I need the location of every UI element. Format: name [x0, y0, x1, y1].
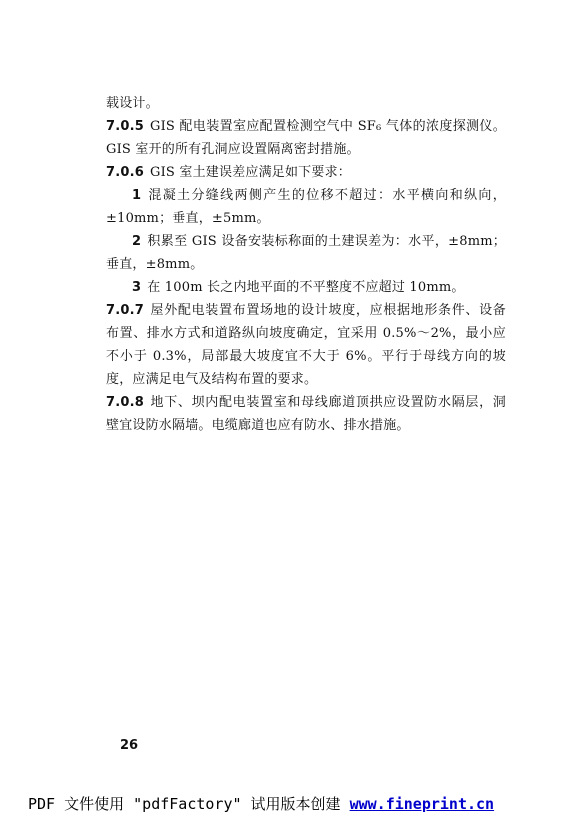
clause-number: 7.0.6	[106, 165, 145, 180]
clause-text: 屋外配电装置布置场地的设计坡度，应根据地形条件、设备布置、排水方式和道路纵向坡度确定，宜采用 0.5%～2%，最小应不小于 0.3%，局部最大坡度宜不大于 6%。平行于母线方向的坡度，应满足电气及结构布置的要求。	[106, 303, 506, 387]
clause-7-0-7	[106, 299, 506, 391]
clause-7-0-5	[106, 115, 506, 161]
intro-line: 载设计。	[106, 96, 159, 111]
pdf-footer	[28, 793, 494, 814]
item-text: 混凝土分缝线两侧产生的位移不超过：水平横向和纵向，±10mm；垂直，±5mm。	[106, 188, 506, 226]
clause-item	[106, 230, 506, 276]
clause-text: 地下、坝内配电装置室和母线廊道顶拱应设置防水隔层，洞壁宜设防水隔墙。电缆廊道也应有防水、排水措施。	[106, 395, 506, 433]
clause-item	[106, 276, 506, 299]
clause-number: 7.0.7	[106, 303, 145, 318]
item-text: 积累至 GIS 设备安装标称面的土建误差为：水平，±8mm；垂直，±8mm。	[106, 234, 506, 272]
clause-7-0-6	[106, 161, 506, 184]
clause-text: GIS 配电装置室应配置检测空气中 SF₆ 气体的浓度探测仪。GIS 室开的所有孔洞应设置隔离密封措施。	[106, 119, 506, 157]
page-number: 26	[120, 738, 139, 753]
document-body	[106, 92, 506, 437]
clause-number: 7.0.5	[106, 119, 145, 134]
clause-number: 7.0.8	[106, 395, 145, 410]
item-text: 在 100m 长之内地平面的不平整度不应超过 10mm。	[147, 280, 465, 295]
item-number: 1	[132, 188, 142, 203]
item-number: 3	[132, 280, 142, 295]
item-number: 2	[132, 234, 142, 249]
clause-text: GIS 室土建误差应满足如下要求：	[150, 165, 351, 180]
footer-link[interactable]: www.fineprint.cn	[349, 795, 495, 813]
footer-text: PDF 文件使用 "pdfFactory" 试用版本创建	[28, 795, 350, 813]
clause-item	[106, 184, 506, 230]
clause-7-0-8	[106, 391, 506, 437]
